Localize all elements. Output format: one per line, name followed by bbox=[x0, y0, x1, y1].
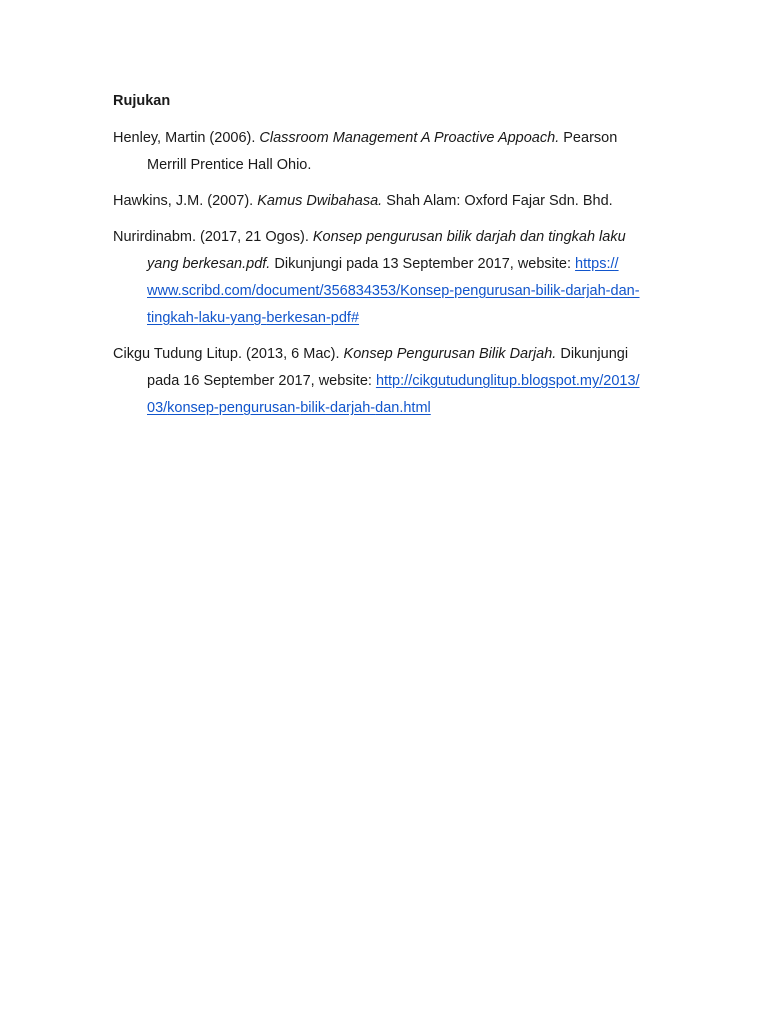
reference-author-date: Henley, Martin (2006). bbox=[113, 130, 260, 146]
reference-title: Classroom Management A Proactive Appoach. bbox=[259, 130, 560, 146]
reference-item bbox=[113, 224, 658, 332]
reference-item bbox=[113, 125, 658, 179]
reference-publisher: Pearson Merrill Prentice Hall Ohio. bbox=[147, 130, 618, 173]
reference-publisher: Shah Alam: Oxford Fajar Sdn. Bhd. bbox=[382, 193, 613, 209]
reference-author-date: Nurirdinabm. (2017, 21 Ogos). bbox=[113, 229, 313, 245]
reference-item bbox=[113, 188, 658, 215]
reference-access-note: Dikunjungi pada 16 September 2017, website: bbox=[147, 346, 629, 389]
reference-author-date: Cikgu Tudung Litup. (2013, 6 Mac). bbox=[113, 346, 344, 362]
references-heading: Rujukan bbox=[113, 93, 171, 109]
reference-title: Konsep Pengurusan Bilik Darjah. bbox=[343, 346, 557, 362]
reference-item bbox=[113, 341, 658, 422]
reference-link[interactable]: https://www.scribd.com/document/356834353/Konsep-pengurusan-bilik-darjah-dan-tingkah-laku-yang-berkesan-pdf# bbox=[147, 256, 640, 326]
reference-link[interactable]: http://cikgutudunglitup.blogspot.my/2013/03/konsep-pengurusan-bilik-darjah-dan.html bbox=[147, 373, 640, 416]
reference-access-note: Dikunjungi pada 13 September 2017, website: bbox=[270, 256, 576, 272]
document-page bbox=[113, 90, 658, 431]
reference-author-date: Hawkins, J.M. (2007). bbox=[113, 193, 258, 209]
reference-title: Konsep pengurusan bilik darjah dan tingkah laku yang berkesan.pdf. bbox=[147, 229, 626, 272]
reference-title: Kamus Dwibahasa. bbox=[257, 193, 383, 209]
